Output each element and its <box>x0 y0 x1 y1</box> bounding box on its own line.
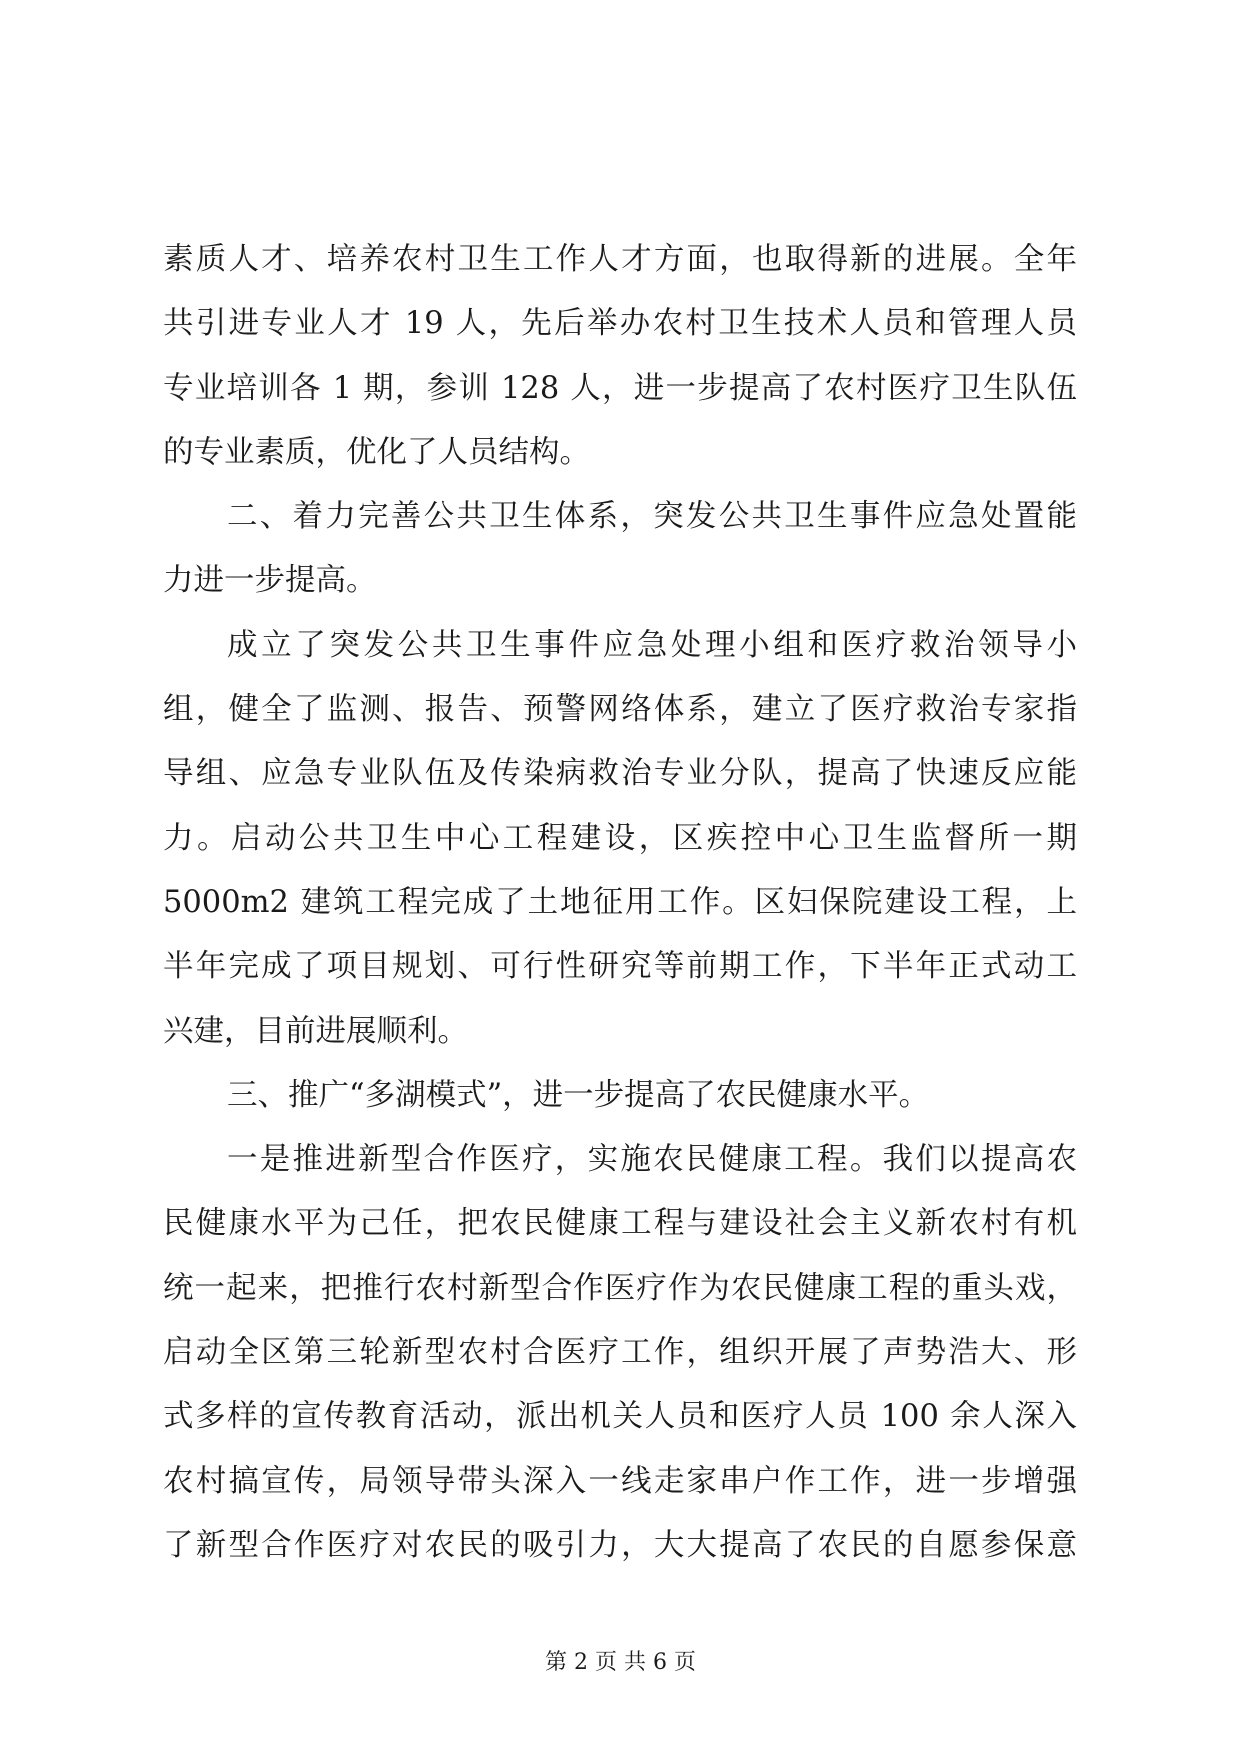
text-line: 成立了突发公共卫生事件应急处理小组和医疗救治领导小 <box>227 627 1077 663</box>
text-line: 式多样的宣传教育活动，派出机关人员和医疗人员 100 余人深入 <box>163 1399 1077 1435</box>
text-line: 兴建，目前进展顺利。 <box>163 1013 468 1049</box>
text-line: 了新型合作医疗对农民的吸引力，大大提高了农民的自愿参保意 <box>163 1527 1077 1563</box>
text-line: 民健康水平为己任，把农民健康工程与建设社会主义新农村有机 <box>163 1206 1077 1242</box>
section-heading-line: 二、着力完善公共卫生体系，突发公共卫生事件应急处置能 <box>227 499 1077 535</box>
text-line: 组，健全了监测、报告、预警网络体系，建立了医疗救治专家指 <box>163 692 1077 728</box>
text-line: 素质人才、培养农村卫生工作人才方面，也取得新的进展。全年 <box>163 242 1077 277</box>
text-line: 启动全区第三轮新型农村合医疗工作，组织开展了声势浩大、形 <box>163 1335 1077 1371</box>
page-number-footer: 第 2 页 共 6 页 <box>545 1650 696 1675</box>
document-body <box>163 228 1077 1578</box>
text-line: 专业培训各 1 期，参训 128 人，进一步提高了农村医疗卫生队伍 <box>163 370 1077 406</box>
text-line: 导组、应急专业队伍及传染病救治专业分队，提高了快速反应能 <box>163 756 1077 792</box>
text-line: 力。启动公共卫生中心工程建设，区疾控中心卫生监督所一期 <box>163 820 1077 856</box>
text-line: 半年完成了项目规划、可行性研究等前期工作，下半年正式动工 <box>163 949 1077 985</box>
text-line: 的专业素质，优化了人员结构。 <box>163 434 590 470</box>
text-line: 统一起来，把推行农村新型合作医疗作为农民健康工程的重头戏， <box>163 1270 1077 1306</box>
text-line: 一是推进新型合作医疗，实施农民健康工程。我们以提高农 <box>227 1142 1077 1178</box>
section-heading-line: 三、推广“多湖模式”，进一步提高了农民健康水平。 <box>227 1077 930 1113</box>
section-heading-line: 力进一步提高。 <box>163 563 377 599</box>
text-line: 5000m2 建筑工程完成了土地征用工作。区妇保院建设工程，上 <box>163 884 1077 920</box>
text-line: 农村搞宣传，局领导带头深入一线走家串户作工作，进一步增强 <box>163 1463 1077 1499</box>
text-line: 共引进专业人才 19 人，先后举办农村卫生技术人员和管理人员 <box>163 306 1077 342</box>
